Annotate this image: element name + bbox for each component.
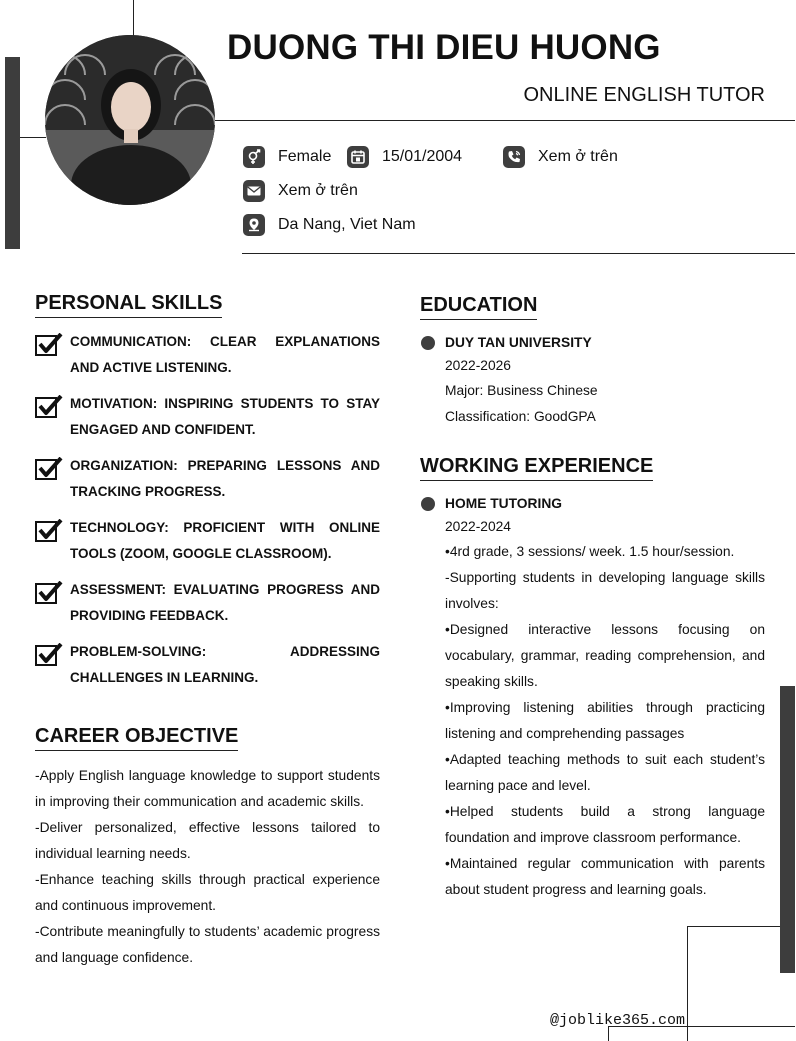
skills-heading: PERSONAL SKILLS [35, 292, 222, 318]
school-name: DUY TAN UNIVERSITY [445, 335, 592, 350]
contact-phone [503, 146, 618, 168]
experience-line: •Improving listening abilities through practicing listening and comprehending passages [445, 700, 765, 741]
experience-line: •Maintained regular communication with parents about student progress and learning goals. [445, 856, 765, 897]
objective-body [35, 763, 380, 971]
experience-line: -Supporting students in developing language skills involves: [445, 570, 765, 611]
skill-item [35, 395, 380, 443]
skill-text: ASSESSMENT: EVALUATING PROGRESS AND PROVIDING FEEDBACK. [70, 582, 380, 623]
objective-line: -Apply English language knowledge to support students in improving their communication and academic skills. [35, 768, 380, 809]
experience-line: •4rd grade, 3 sessions/ week. 1.5 hour/session. [445, 544, 735, 559]
gender-icon [243, 146, 265, 168]
experience-role: HOME TUTORING [445, 496, 563, 511]
objective-line: -Enhance teaching skills through practical experience and continuous improvement. [35, 872, 380, 913]
photo-side-line [20, 137, 46, 138]
skill-text: MOTIVATION: INSPIRING STUDENTS TO STAY ENGAGED AND CONFIDENT. [70, 396, 380, 437]
location-icon [243, 214, 265, 236]
right-accent-bar [780, 686, 795, 973]
experience-line: •Helped students build a strong language foundation and improve classroom performance. [445, 804, 765, 845]
experience-period: 2022-2024 [445, 519, 511, 534]
experience-line: •Designed interactive lessons focusing on vocabulary, grammar, reading comprehension, and speaking skills. [445, 622, 765, 689]
education-heading: EDUCATION [420, 294, 537, 320]
email-value: Xem ở trên [278, 182, 358, 199]
checkbox-check-icon [35, 643, 63, 667]
checkbox-check-icon [35, 457, 63, 481]
skill-text: TECHNOLOGY: PROFICIENT WITH ONLINE TOOLS (ZOOM, GOOGLE CLASSROOM). [70, 520, 380, 561]
experience-details [445, 539, 765, 903]
skill-text: ORGANIZATION: PREPARING LESSONS AND TRACKING PROGRESS. [70, 458, 380, 499]
top-vertical-line [133, 0, 134, 36]
birthday-value: 15/01/2004 [382, 148, 463, 165]
contact-address [243, 214, 416, 236]
skill-item [35, 643, 380, 691]
profile-photo [45, 35, 215, 205]
education-major: Major: Business Chinese [445, 383, 598, 398]
skill-text: PROBLEM-SOLVING: ADDRESSING CHALLENGES IN LEARNING. [70, 644, 380, 685]
experience-line: •Adapted teaching methods to suit each student’s learning pace and level. [445, 752, 765, 793]
contact-birthday [347, 146, 462, 168]
corner-box-top [687, 926, 780, 927]
email-icon [243, 180, 265, 202]
site-watermark: @joblike365.com [550, 1012, 686, 1029]
phone-value: Xem ở trên [538, 148, 618, 165]
objective-line: -Contribute meaningfully to students’ academic progress and language confidence. [35, 924, 380, 965]
job-title: ONLINE ENGLISH TUTOR [523, 84, 765, 106]
skill-item [35, 581, 380, 629]
objective-heading: CAREER OBJECTIVE [35, 725, 238, 751]
phone-icon [503, 146, 525, 168]
skill-item [35, 519, 380, 567]
corner-box-left [687, 926, 688, 1041]
checkbox-check-icon [35, 581, 63, 605]
header-divider [215, 120, 795, 121]
left-accent-bar [5, 57, 20, 249]
objective-line: -Deliver personalized, effective lessons tailored to individual learning needs. [35, 820, 380, 861]
gender-value: Female [278, 148, 332, 165]
contact-gender [243, 146, 331, 168]
skill-item [35, 333, 380, 381]
skill-text: COMMUNICATION: CLEAR EXPLANATIONS AND ACTIVE LISTENING. [70, 334, 380, 375]
calendar-icon [347, 146, 369, 168]
bullet-dot-icon [421, 497, 435, 511]
checkbox-check-icon [35, 333, 63, 357]
checkbox-check-icon [35, 519, 63, 543]
education-period: 2022-2026 [445, 358, 511, 373]
contact-email [243, 180, 358, 202]
education-classification: Classification: GoodGPA [445, 409, 596, 424]
checkbox-check-icon [35, 395, 63, 419]
contact-divider [242, 253, 795, 254]
address-value: Da Nang, Viet Nam [278, 216, 416, 233]
bullet-dot-icon [421, 336, 435, 350]
skill-item [35, 457, 380, 505]
candidate-name: DUONG THI DIEU HUONG [227, 28, 661, 67]
experience-heading: WORKING EXPERIENCE [420, 455, 653, 481]
